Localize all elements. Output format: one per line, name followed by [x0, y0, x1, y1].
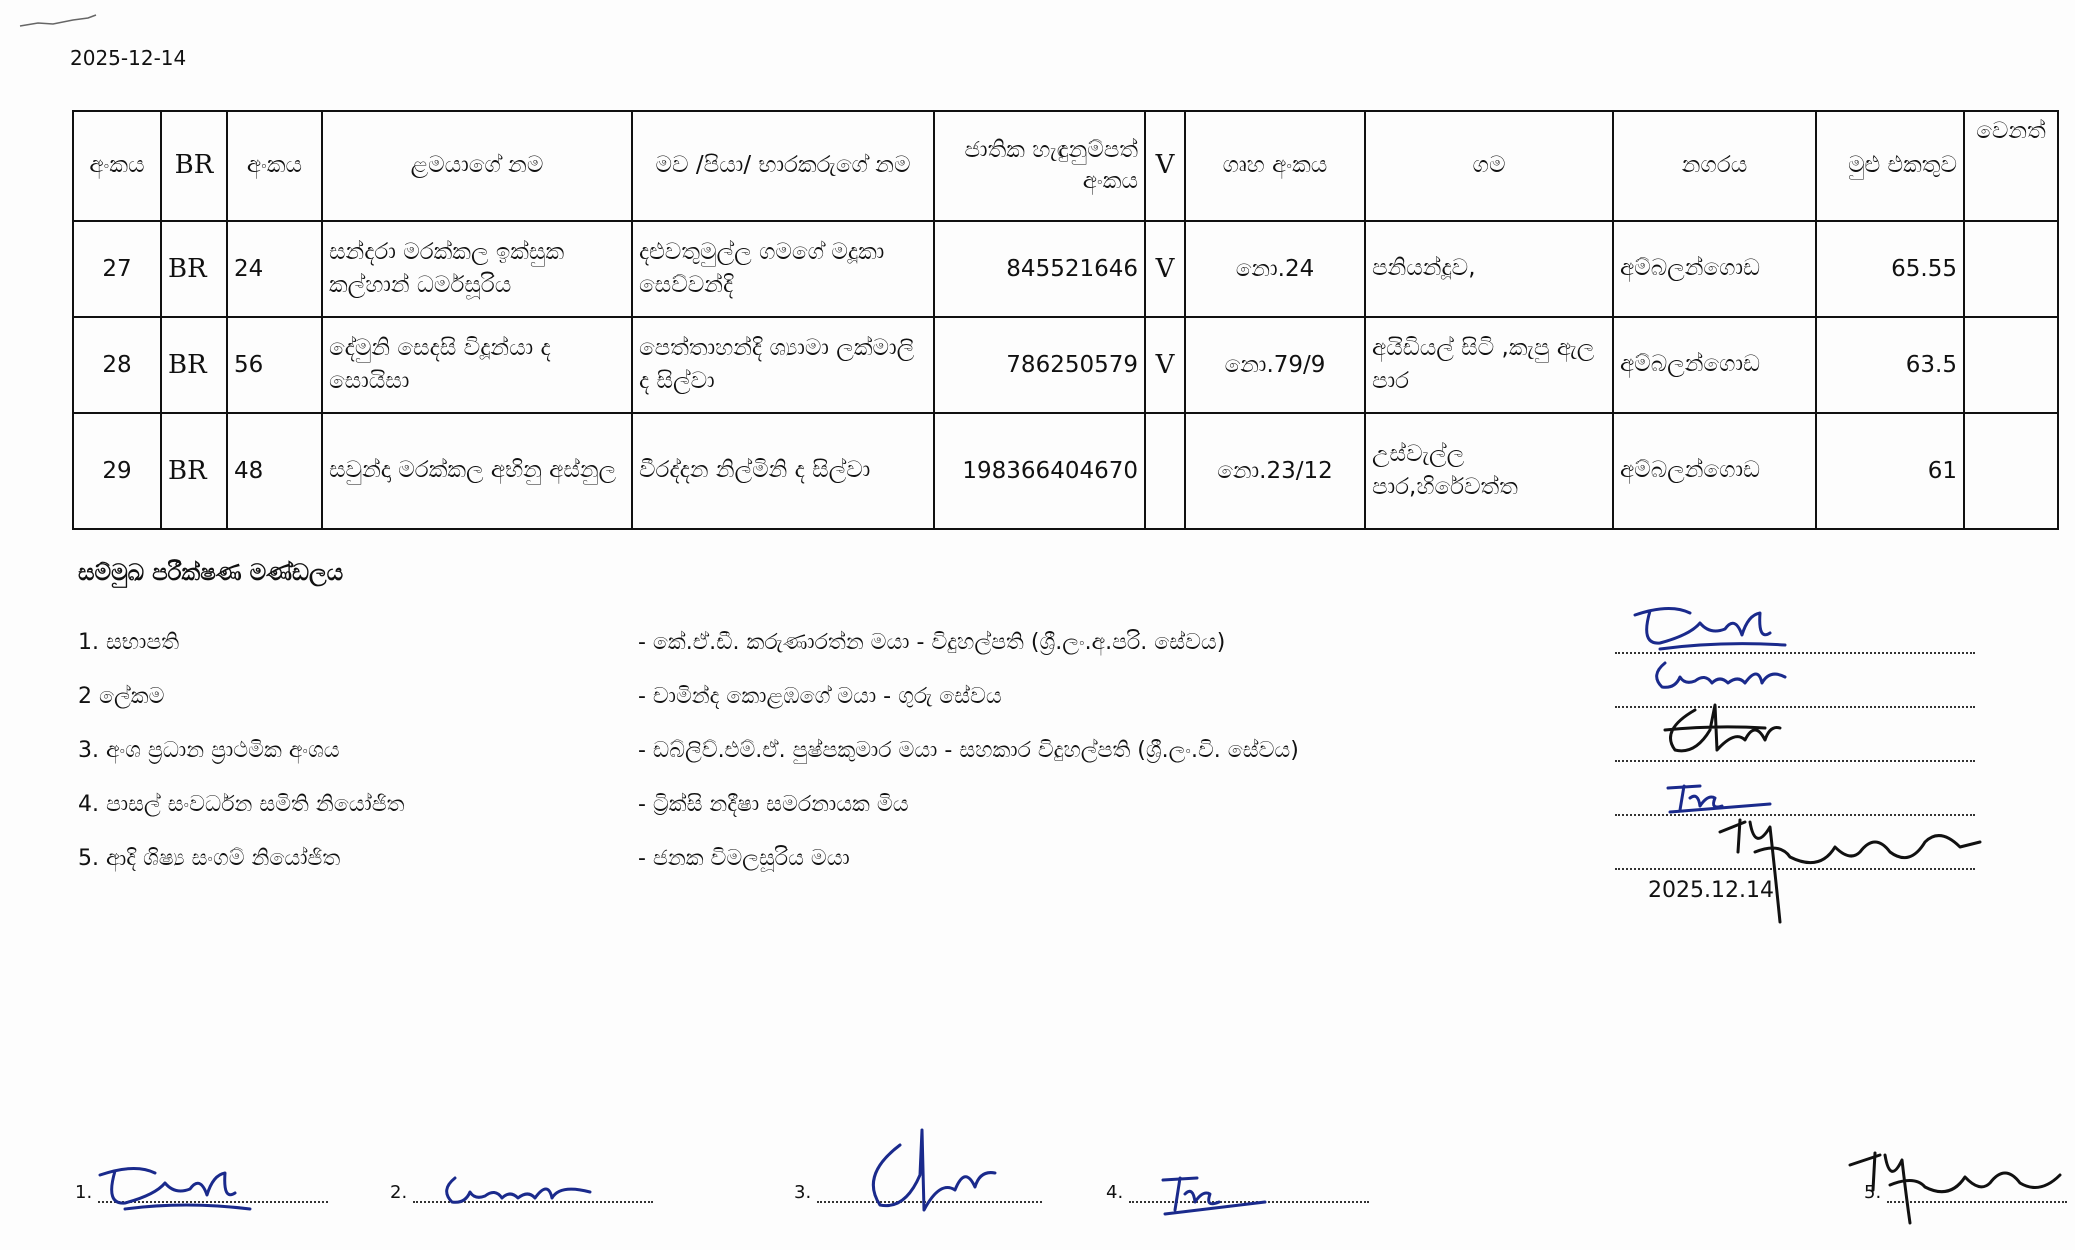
signature-2: [1650, 655, 1790, 695]
cell-v: [1145, 413, 1185, 529]
header-br: BR: [161, 111, 227, 221]
table-row: [73, 221, 2058, 317]
document-date: 2025-12-14: [70, 46, 187, 70]
cell-village: පනියන්දූව,: [1365, 221, 1613, 317]
header-child-name: ළමයාගේ නම: [322, 111, 632, 221]
header-v: V: [1145, 111, 1185, 221]
signature-date: 2025.12.14: [1648, 878, 1774, 903]
header-village: ගම: [1365, 111, 1613, 221]
cell-house-no: නො.23/12: [1185, 413, 1365, 529]
cell-total: 61: [1816, 413, 1964, 529]
cell-child-name: දේමුනි සෙදසි විදූන්යා ද සොයිසා: [322, 317, 632, 413]
cell-br: BR: [161, 413, 227, 529]
signature-line: [1615, 760, 1975, 762]
signature-1: [1630, 605, 1790, 655]
cell-parent-name: වීරද්දන නිල්මිනි ද සිල්වා: [632, 413, 934, 529]
bottom-signature-3-mark: [860, 1125, 1000, 1215]
bottom-signature-number: 5.: [1864, 1182, 1882, 1203]
cell-other: [1964, 221, 2058, 317]
cell-other: [1964, 317, 2058, 413]
bottom-signature-number: 3.: [794, 1182, 812, 1203]
cell-v: V: [1145, 221, 1185, 317]
board-title: සම්මුඛ පරීක්ෂණ මණ්ඩලය: [78, 560, 344, 586]
cell-city: අම්බලන්ගොඩ: [1613, 317, 1816, 413]
cell-v: V: [1145, 317, 1185, 413]
scan-mark: [18, 14, 98, 28]
board-member: [78, 846, 1978, 878]
header-total: මුළු එකතුව: [1816, 111, 1964, 221]
cell-child-name: සන්දරා මරක්කල ඉක්සුක කල්හාන් ධර්මසූරිය: [322, 221, 632, 317]
table-row: [73, 317, 2058, 413]
cell-no: 28: [73, 317, 161, 413]
signature-5: [1700, 812, 2000, 927]
cell-village: උස්වැල්ල පාර,හිරේවත්ත: [1365, 413, 1613, 529]
member-role: 3. අංශ ප්‍රධාන ප්‍රාථමික අංශය: [78, 738, 340, 763]
bottom-signature-4-mark: [1155, 1172, 1275, 1217]
cell-house-no: නො.79/9: [1185, 317, 1365, 413]
cell-parent-name: දළුවතුමුල්ල ගමගේ මදූකා සෙව්වන්දි: [632, 221, 934, 317]
member-name: - ජනක විමලසූරිය මයා: [638, 846, 850, 871]
cell-br: BR: [161, 221, 227, 317]
cell-nic: 198366404670: [934, 413, 1145, 529]
bottom-signature-number: 1.: [75, 1182, 93, 1203]
member-role: 5. ආදි ශිෂ්‍ය සංගම් නියෝජිත: [78, 846, 341, 871]
cell-child-name: සවුන්දා මරක්කල අභිනු අස්නුල: [322, 413, 632, 529]
cell-no: 27: [73, 221, 161, 317]
cell-house-no: නො.24: [1185, 221, 1365, 317]
member-role: 4. පාසල් සංවර්ධන සමිති නියෝජිත: [78, 792, 405, 817]
results-table: [72, 110, 2059, 530]
bottom-signature-1-mark: [95, 1165, 255, 1215]
cell-br: BR: [161, 317, 227, 413]
cell-nic: 845521646: [934, 221, 1145, 317]
header-br-no: අංකය: [227, 111, 322, 221]
signature-3: [1655, 700, 1785, 760]
cell-br-no: 56: [227, 317, 322, 413]
table-row: [73, 413, 2058, 529]
bottom-signature-2-mark: [440, 1170, 600, 1210]
cell-total: 65.55: [1816, 221, 1964, 317]
table-header-row: [73, 111, 2058, 221]
bottom-signature-number: 4.: [1106, 1182, 1124, 1203]
cell-br-no: 48: [227, 413, 322, 529]
bottom-signature-number: 2.: [390, 1182, 408, 1203]
cell-no: 29: [73, 413, 161, 529]
header-city: නගරය: [1613, 111, 1816, 221]
header-house-no: ගෘහ අංකය: [1185, 111, 1365, 221]
header-nic: ජාතික හැඳුනුම්පත් අංකය: [934, 111, 1145, 221]
cell-br-no: 24: [227, 221, 322, 317]
header-other: වෙනත්: [1964, 111, 2058, 221]
member-name: - ඩබ්ලිව්.එම්.ඒ. පුෂ්පකුමාර මයා - සහකාර විදුහල්පති (ශ්‍රී.ලං.වි. සේවය): [638, 738, 1299, 763]
cell-parent-name: පෙත්තාහන්දි ශ්‍යාමා ලක්මාලි ද සිල්වා: [632, 317, 934, 413]
bottom-signature-5-mark: [1840, 1145, 2065, 1225]
cell-nic: 786250579: [934, 317, 1145, 413]
header-parent-name: මව /පියා/ භාරකරුගේ නම: [632, 111, 934, 221]
cell-city: අම්බලන්ගොඩ: [1613, 221, 1816, 317]
member-name: - ට්‍රික්සි නදීෂා සමරනායක මිය: [638, 792, 909, 817]
member-role: 1. සභාපති: [78, 630, 180, 655]
header-no: අංකය: [73, 111, 161, 221]
cell-total: 63.5: [1816, 317, 1964, 413]
cell-city: අම්බලන්ගොඩ: [1613, 413, 1816, 529]
member-role: 2 ලේකම: [78, 684, 165, 709]
member-name: - කේ.ඒ.ඩී. කරුණාරත්න මයා - විදුහල්පති (ශ්‍රී.ලං.අ.පරි. සේවය): [638, 630, 1226, 655]
cell-other: [1964, 413, 2058, 529]
cell-village: අයිඩියල් සිටි ,කැපු ඇල පාර: [1365, 317, 1613, 413]
member-name: - චාමින්ද කොළඹගේ මයා - ගුරු සේවය: [638, 684, 1002, 709]
signature-4: [1660, 780, 1780, 815]
